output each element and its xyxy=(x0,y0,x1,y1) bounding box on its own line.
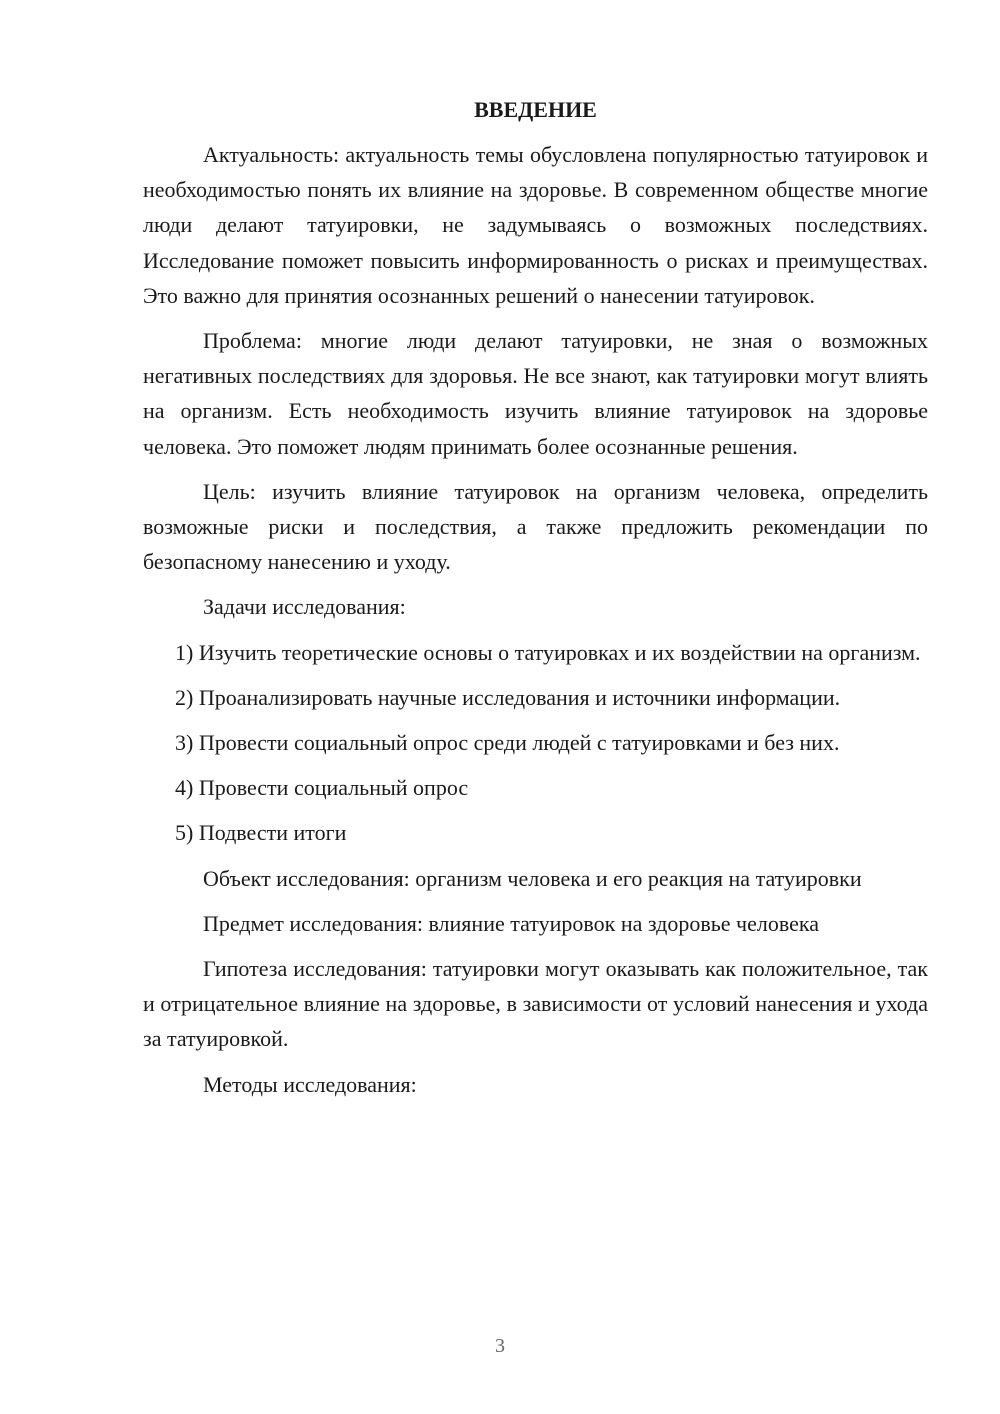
task-item-3: 3) Провести социальный опрос среди людей с татуировками и без них. xyxy=(175,730,840,756)
hypothesis-paragraph: Гипотеза исследования: татуировки могут оказывать как положительное, так и отрицательное влияние на здоровье, в зависимости от условий нанесения и ухода за татуировкой. xyxy=(143,956,928,1052)
relevance-paragraph: Актуальность: актуальность темы обусловлена популярностью татуировок и необходимостью понять их влияние на здоровье. В современном обществе многие люди делают татуировки, не задумываясь о возможных последствиях. Исследование поможет повысить информированность о рисках и преимуществах. Это важно для принятия осознанных решений о нанесении татуировок. xyxy=(143,142,928,308)
page-title: ВВЕДЕНИЕ xyxy=(474,97,597,122)
task-item-5: 5) Подвести итоги xyxy=(175,820,347,846)
task-item-1: 1) Изучить теоретические основы о татуировках и их воздействии на организм. xyxy=(175,639,921,665)
goal-paragraph: Цель: изучить влияние татуировок на организм человека, определить возможные риски и последствия, а также предложить рекомендации по безопасному нанесению и уходу. xyxy=(143,478,928,575)
tasks-heading: Задачи исследования: xyxy=(203,594,406,620)
methods-heading: Методы исследования: xyxy=(203,1071,417,1097)
problem-paragraph: Проблема: многие люди делают татуировки, не зная о возможных негативных последствиях для здоровья. Не все знают, как татуировки могут влиять на организм. Есть необходимость изучить влияние татуировок на здоровье человека. Это поможет людям принимать более осознанные решения. xyxy=(143,328,928,459)
subject-paragraph: Предмет исследования: влияние татуировок на здоровье человека xyxy=(203,910,819,936)
object-paragraph: Объект исследования: организм человека и его реакция на татуировки xyxy=(203,865,862,891)
page-number: 3 xyxy=(495,1335,505,1357)
task-item-4: 4) Провести социальный опрос xyxy=(175,775,469,801)
task-item-2: 2) Проанализировать научные исследования и источники информации. xyxy=(175,684,841,710)
document-page xyxy=(143,92,928,1112)
